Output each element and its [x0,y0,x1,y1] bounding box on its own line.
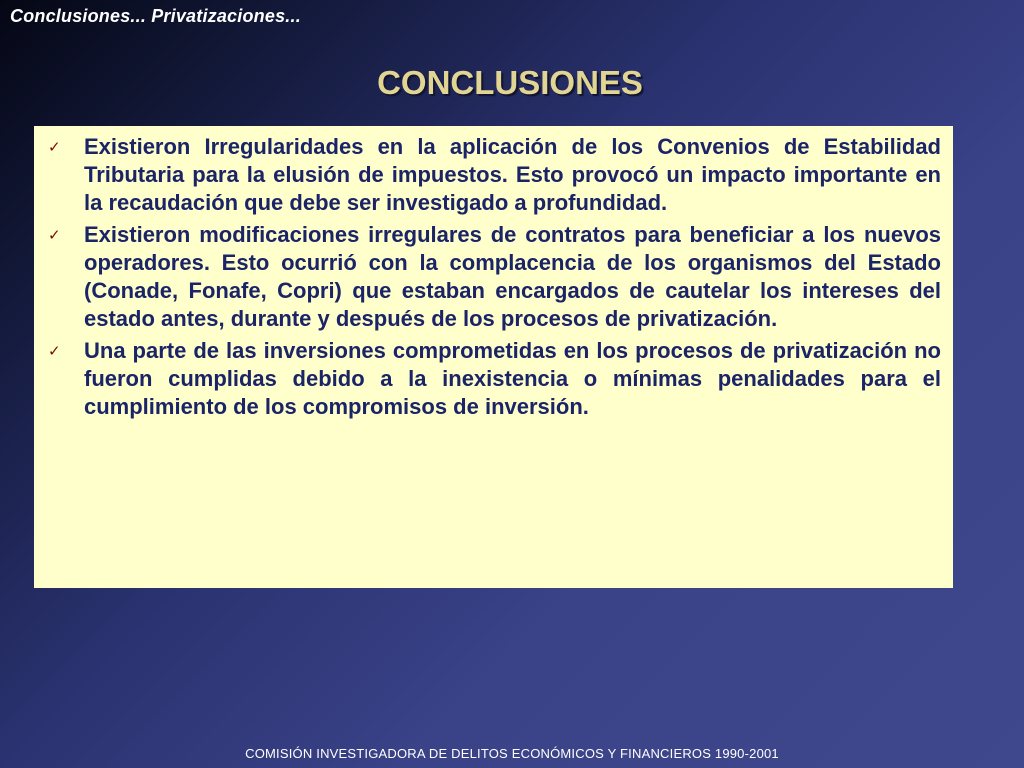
bullet-item-3 [46,337,941,421]
content-box [34,126,953,588]
checkmark-icon: ✓ [48,226,61,244]
bullet-text-2: Existieron modificaciones irregulares de contratos para beneficiar a los nuevos operadores. Esto ocurrió con la complacencia de los organismos del Estado (Conade, Fonafe, Copri) que estaban encargados de cautelar los intereses del estado antes, durante y después de los procesos de privatización. [84,222,941,331]
slide-title: CONCLUSIONES [377,64,643,101]
bullet-text-3: Una parte de las inversiones comprometidas en los procesos de privatización no fueron cumplidas debido a la inexistencia o mínimas penalidades para el cumplimiento de los compromisos de inversión. [84,338,941,419]
checkmark-icon: ✓ [48,138,61,156]
bullet-list [46,133,941,421]
header-title: Conclusiones... Privatizaciones... [10,6,301,26]
bullet-text-1: Existieron Irregularidades en la aplicación de los Convenios de Estabilidad Tributaria para la elusión de impuestos. Esto provocó un impacto importante en la recaudación que debe ser investigado a profundidad. [84,134,941,215]
footer-text: COMISIÓN INVESTIGADORA DE DELITOS ECONÓMICOS Y FINANCIEROS 1990-2001 [245,746,779,761]
bullet-item-2 [46,221,941,333]
checkmark-icon: ✓ [48,342,61,360]
bullet-item-1 [46,133,941,217]
